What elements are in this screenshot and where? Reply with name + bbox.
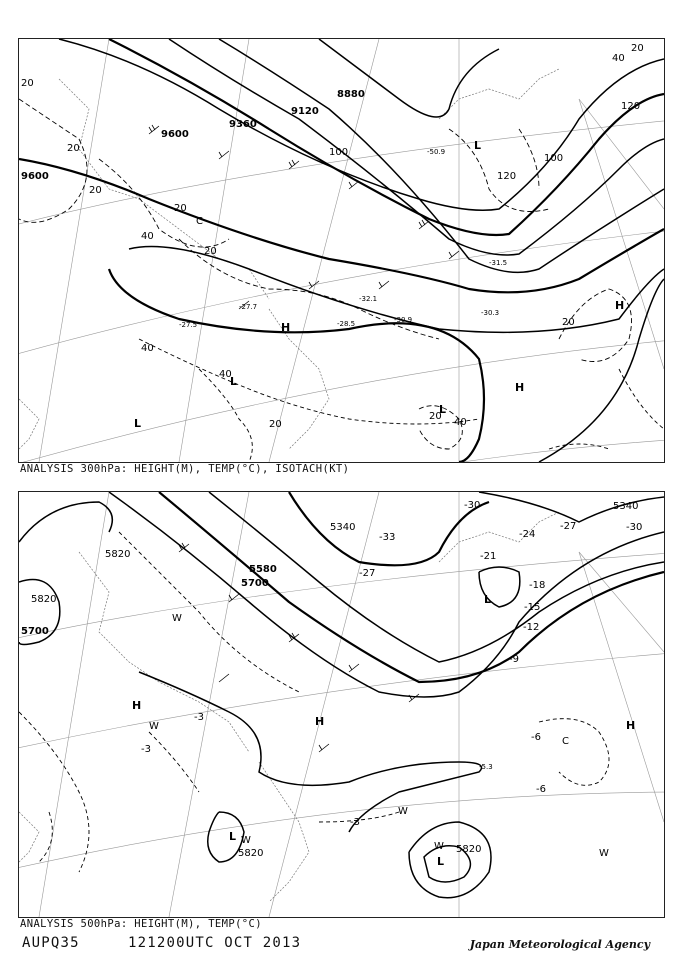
isotach-label: 40 (141, 231, 154, 242)
low-pressure-mark: L (439, 403, 447, 416)
height-label: 5700 (21, 626, 49, 637)
height-label: 8880 (337, 89, 365, 100)
low-pressure-mark: L (474, 139, 482, 152)
isotach-label: 20 (269, 419, 282, 430)
isotach-label: 40 (219, 369, 232, 380)
temp-label: -50.9 (427, 148, 446, 156)
low-pressure-mark: L (484, 593, 492, 606)
chart-300hpa-map (19, 39, 664, 462)
low-pressure-mark: L (134, 417, 142, 430)
warm-center-mark: W (149, 721, 159, 732)
temp-label: -28.5 (337, 320, 356, 328)
chart-300hpa (18, 38, 665, 463)
temp-label: -30.9 (394, 316, 413, 324)
bulletin-code: AUPQ35 (22, 935, 80, 951)
low-pressure-mark: L (229, 830, 237, 843)
isotach-label: 40 (141, 343, 154, 354)
low-pressure-mark: L (437, 855, 445, 868)
temp-label: -27 (560, 521, 577, 532)
warm-center-mark: W (434, 841, 444, 852)
height-label: 5820 (456, 844, 482, 855)
low-pressure-mark: L (230, 375, 238, 388)
isotach-label: 40 (454, 417, 467, 428)
high-pressure-mark: H (515, 381, 525, 394)
high-pressure-mark: H (626, 719, 636, 732)
height-label: 5820 (238, 848, 264, 859)
height-label: 9120 (291, 106, 319, 117)
temp-label: -5.3 (479, 763, 493, 771)
high-pressure-mark: H (281, 321, 291, 334)
isotach-label: 100 (544, 153, 564, 164)
height-label: 9360 (229, 119, 257, 130)
temp-label: -3 (194, 712, 204, 723)
isotach-label: 20 (631, 43, 644, 54)
temp-label: -21 (480, 551, 497, 562)
isotach-label: 20 (89, 185, 102, 196)
height-label: 5820 (31, 594, 57, 605)
coastline (19, 69, 559, 449)
warm-center-mark: W (172, 613, 182, 624)
temp-label: -27.7 (239, 303, 258, 311)
temp-label: -27 (359, 568, 376, 579)
temp-label: -6 (531, 732, 541, 743)
warm-center-mark: W (599, 848, 609, 859)
chart-500hpa-caption: ANALYSIS 500hPa: HEIGHT(M), TEMP(°C) (20, 918, 262, 930)
temp-label: -3 (350, 817, 360, 828)
height-label: 5340 (330, 522, 356, 533)
isotach-label: 20 (429, 411, 442, 422)
isotach-label: 20 (174, 203, 187, 214)
temp-label: -32.1 (359, 295, 378, 303)
isotach-label: 20 (21, 78, 34, 89)
height-label: 5580 (249, 564, 277, 575)
isotach-label: 20 (204, 246, 217, 257)
temp-label: -30 (464, 500, 481, 511)
height-label: 9600 (161, 129, 189, 140)
chart-300hpa-caption: ANALYSIS 300hPa: HEIGHT(M), TEMP(°C), ISOTACH(KT) (20, 463, 350, 475)
bulletin-time: 121200UTC OCT 2013 (127, 935, 302, 951)
bulletin-header (22, 935, 301, 951)
height-label: 5340 (613, 501, 639, 512)
temp-label: -33 (379, 532, 396, 543)
height-label: 5820 (105, 549, 131, 560)
isotach-label: 100 (329, 147, 349, 158)
chart-500hpa (18, 491, 665, 918)
temp-label: -15 (524, 602, 541, 613)
cold-center-mark: C (196, 216, 203, 227)
temp-label: -31.5 (489, 259, 508, 267)
temp-label: -18 (529, 580, 546, 591)
high-pressure-mark: H (615, 299, 625, 312)
high-pressure-mark: H (315, 715, 325, 728)
temp-label: -3 (141, 744, 151, 755)
isotach-label: 120 (497, 171, 517, 182)
height-contours (19, 39, 664, 462)
chart-500hpa-map (19, 492, 664, 917)
temp-label: -6 (536, 784, 546, 795)
isotach-label: 120 (621, 101, 641, 112)
height-label: 9600 (21, 171, 49, 182)
isotach-label: 40 (612, 53, 625, 64)
isotach-label: 20 (562, 317, 575, 328)
warm-center-mark: W (398, 806, 408, 817)
warm-center-mark: W (241, 835, 251, 846)
isotach-label: 20 (67, 143, 80, 154)
temp-label: -30.3 (481, 309, 500, 317)
height-label: 5700 (241, 578, 269, 589)
cold-center-mark: C (562, 736, 569, 747)
agency-name: Japan Meteorological Agency (469, 938, 650, 951)
temp-label: -9 (509, 654, 519, 665)
temp-label: -24 (519, 529, 536, 540)
temp-label: -12 (523, 622, 540, 633)
temp-label: -30 (626, 522, 643, 533)
high-pressure-mark: H (132, 699, 142, 712)
temp-label: -27.5 (179, 321, 198, 329)
